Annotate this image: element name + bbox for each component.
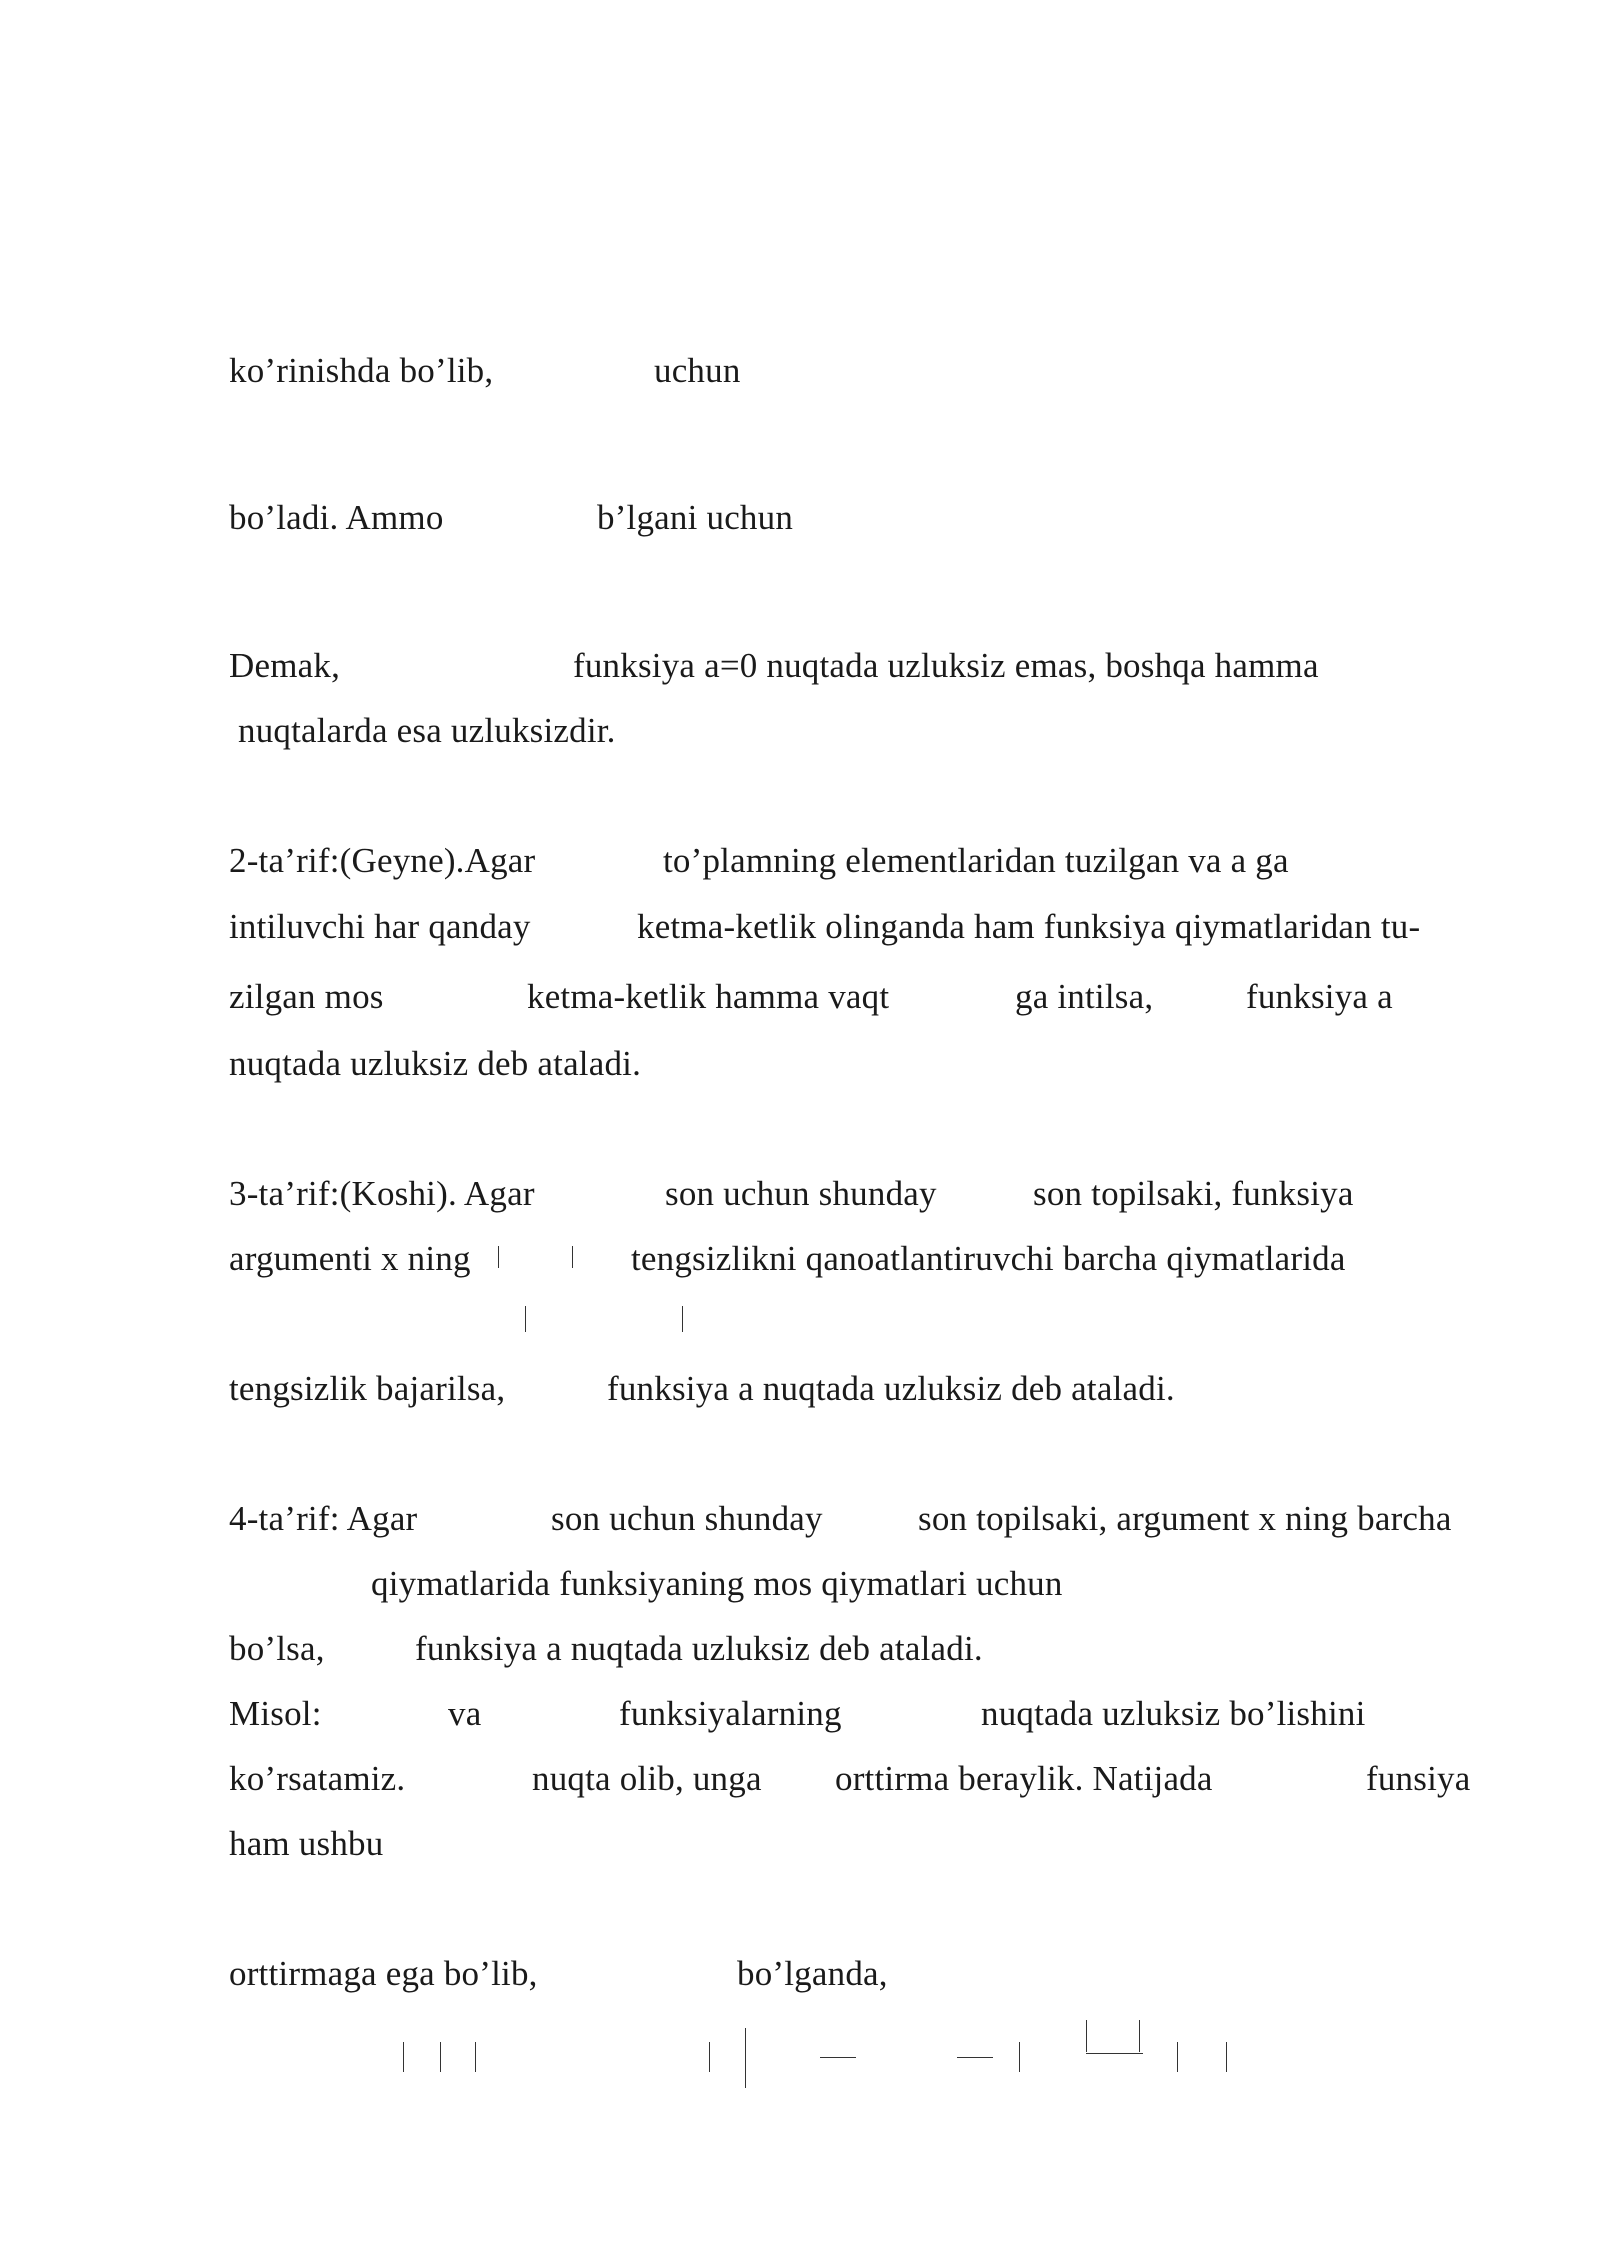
example-line-2d: funsiya: [1366, 1759, 1471, 1798]
def2-line-3a: zilgan mos: [229, 977, 384, 1016]
def3-line-2b: tengsizlikni qanoatlantiruvchi barcha qiymatlarida: [631, 1239, 1346, 1278]
def2-line-2b: ketma-ketlik olinganda ham funksiya qiymatlaridan tu-: [637, 907, 1421, 946]
example-line-1a: Misol:: [229, 1694, 322, 1733]
def3-line-1b: son uchun shunday: [665, 1174, 937, 1213]
text-line-4: nuqtalarda esa uzluksizdir.: [238, 711, 616, 750]
formula-dash-1: [820, 2057, 856, 2058]
text-line-3b: funksiya a=0 nuqtada uzluksiz emas, boshqa hamma: [573, 646, 1319, 685]
def2-line-1b: to’plamning elementlaridan tuzilgan va a ga: [663, 841, 1289, 880]
def4-line-3a: bo’lsa,: [229, 1629, 325, 1668]
def4-line-1c: son topilsaki, argument x ning barcha: [918, 1499, 1452, 1538]
abs-bar-right-2: [682, 1306, 683, 1332]
text-line-1a: ko’rinishda bo’lib,: [229, 351, 494, 390]
formula-bar-1: [403, 2042, 404, 2072]
text-line-3a: Demak,: [229, 646, 341, 685]
example-line-4a: orttirmaga ega bo’lib,: [229, 1954, 538, 1993]
text-line-2b: b’lgani uchun: [597, 498, 794, 537]
abs-bar-left: [498, 1246, 499, 1268]
example-line-1b: va: [448, 1694, 482, 1733]
def4-line-1a: 4-ta’rif: Agar: [229, 1499, 418, 1538]
def3-line-3a: tengsizlik bajarilsa,: [229, 1369, 506, 1408]
def2-line-3d: funksiya a: [1246, 977, 1393, 1016]
def2-line-3b: ketma-ketlik hamma vaqt: [527, 977, 890, 1016]
formula-bar-4: [709, 2042, 710, 2072]
def2-line-4: nuqtada uzluksiz deb ataladi.: [229, 1044, 642, 1083]
example-line-3: ham ushbu: [229, 1824, 384, 1863]
formula-bar-6: [1019, 2042, 1020, 2072]
formula-bar-5: [745, 2028, 746, 2088]
def3-line-1c: son topilsaki, funksiya: [1033, 1174, 1354, 1213]
abs-bar-right: [572, 1246, 573, 1268]
formula-dash-2: [957, 2057, 993, 2058]
formula-bar-8: [1139, 2020, 1140, 2052]
example-line-2a: ko’rsatamiz.: [229, 1759, 406, 1798]
def2-line-3c: ga intilsa,: [1015, 977, 1154, 1016]
def2-line-1a: 2-ta’rif:(Geyne).Agar: [229, 841, 536, 880]
def3-line-3b: funksiya a nuqtada uzluksiz deb ataladi.: [607, 1369, 1175, 1408]
def2-line-2a: intiluvchi har qanday: [229, 907, 531, 946]
formula-bar-3: [475, 2042, 476, 2072]
def4-line-3b: funksiya a nuqtada uzluksiz deb ataladi.: [415, 1629, 983, 1668]
def4-line-2: qiymatlarida funksiyaning mos qiymatlari uchun: [371, 1564, 1063, 1603]
formula-bar-7: [1086, 2020, 1087, 2052]
example-line-2c: orttirma beraylik. Natijada: [835, 1759, 1213, 1798]
abs-bar-left-2: [525, 1306, 526, 1332]
text-line-2a: bo’ladi. Ammo: [229, 498, 444, 537]
example-line-4b: bo’lganda,: [737, 1954, 888, 1993]
formula-bar-9: [1177, 2042, 1178, 2072]
def4-line-1b: son uchun shunday: [551, 1499, 823, 1538]
formula-bar-10: [1226, 2042, 1227, 2072]
example-line-1d: nuqtada uzluksiz bo’lishini: [981, 1694, 1366, 1733]
example-line-2b: nuqta olib, unga: [532, 1759, 762, 1798]
def3-line-1a: 3-ta’rif:(Koshi). Agar: [229, 1174, 535, 1213]
formula-dash-3: [1086, 2053, 1143, 2054]
example-line-1c: funksiyalarning: [619, 1694, 842, 1733]
text-line-1b: uchun: [654, 351, 741, 390]
formula-bar-2: [440, 2042, 441, 2072]
def3-line-2a: argumenti x ning: [229, 1239, 471, 1278]
